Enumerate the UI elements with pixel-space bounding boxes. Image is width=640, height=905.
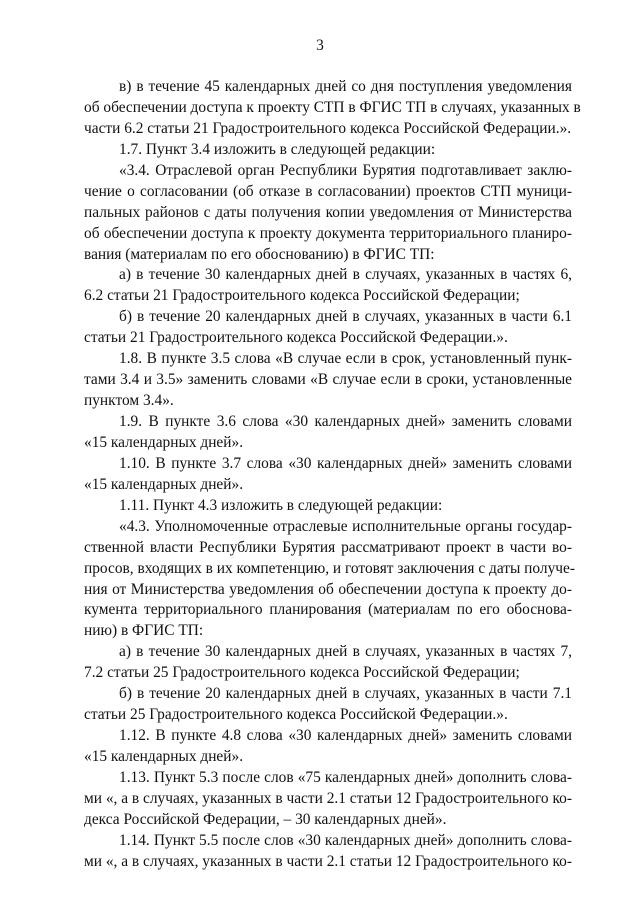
text-line: об обеспечении доступа к проекту СТП в ФГИС ТП в случаях, указанных в — [84, 98, 581, 116]
text-line: статьи 21 Градостроительного кодекса Российской Федерации.». — [84, 329, 508, 347]
text-line: 6.2 статьи 21 Градостроительного кодекса Российской Федерации; — [84, 287, 520, 305]
text-line: 1.7. Пункт 3.4 изложить в следующей редакции: — [119, 140, 436, 158]
text-line: «15 календарных дней». — [84, 433, 244, 451]
text-line: просов, входящих в их компетенцию, и готовят заключения с даты получе- — [84, 559, 575, 577]
text-line: статьи 25 Градостроительного кодекса Российской Федерации.». — [84, 706, 508, 724]
text-line: 1.10. В пункте 3.7 слова «30 календарных дней» заменить словами — [119, 454, 572, 472]
text-line: б) в течение 20 календарных дней в случаях, указанных в части 6.1 — [119, 308, 572, 326]
text-line: 1.8. В пункте 3.5 слова «В случае если в срок, установленный пунк- — [119, 350, 572, 368]
text-line: 1.9. В пункте 3.6 слова «30 календарных дней» заменить словами — [119, 413, 572, 430]
text-line: части 6.2 статьи 21 Градостроительного кодекса Российской Федерации.». — [84, 119, 572, 137]
text-line: ми «, а в случаях, указанных в части 2.1 статьи 12 Градостроительного ко- — [84, 852, 572, 870]
document-body — [84, 77, 581, 873]
text-line: нию) в ФГИС ТП: — [84, 622, 204, 640]
text-line: 1.12. В пункте 4.8 слова «30 календарных дней» заменить словами — [119, 727, 572, 745]
text-line: «15 календарных дней». — [84, 475, 244, 493]
text-line: кумента территориального планирования (материалам по его обоснова- — [84, 601, 572, 619]
text-line: «4.3. Уполномоченные отраслевые исполнительные органы государ- — [119, 517, 572, 535]
text-line: б) в течение 20 календарных дней в случаях, указанных в части 7.1 — [119, 685, 572, 703]
text-line: 1.14. Пункт 5.5 после слов «30 календарных дней» дополнить слова- — [119, 831, 572, 849]
text-line: тами 3.4 и 3.5» заменить словами «В случае если в сроки, установленные — [84, 371, 572, 389]
text-line: ми «, а в случаях, указанных в части 2.1 статьи 12 Градостроительного ко- — [84, 789, 572, 807]
text-line: об обеспечении доступа к проекту документа территориального планиро- — [84, 224, 572, 242]
text-line: декса Российской Федерации, – 30 календарных дней». — [84, 810, 447, 828]
text-line: 7.2 статьи 25 Градостроительного кодекса Российской Федерации; — [84, 664, 520, 682]
text-line: 1.13. Пункт 5.3 после слов «75 календарных дней» дополнить слова- — [119, 768, 572, 786]
text-line: а) в течение 30 календарных дней в случаях, указанных в частях 6, — [119, 266, 572, 284]
page-number: 3 — [316, 37, 324, 54]
text-line: пальных районов с даты получения копии уведомления от Министерства — [84, 203, 572, 221]
text-line: «3.4. Отраслевой орган Республики Бурятия подготавливает заклю- — [119, 161, 572, 179]
text-line: чение о согласовании (об отказе в согласовании) проектов СТП муници- — [84, 182, 572, 200]
text-line: 1.11. Пункт 4.3 изложить в следующей редакции: — [119, 496, 443, 514]
text-line: ния от Министерства уведомления об обеспечении доступа к проекту до- — [84, 580, 572, 598]
text-line: вания (материалам по его обоснованию) в ФГИС ТП: — [84, 245, 435, 263]
text-line: в) в течение 45 календарных дней со дня поступления уведомления — [119, 78, 572, 95]
text-line: «15 календарных дней». — [84, 748, 244, 765]
text-line: а) в течение 30 календарных дней в случаях, указанных в частях 7, — [119, 643, 572, 661]
text-line: ственной власти Республики Бурятия рассматривают проект в части во- — [84, 538, 572, 556]
text-line: пунктом 3.4». — [84, 392, 174, 410]
